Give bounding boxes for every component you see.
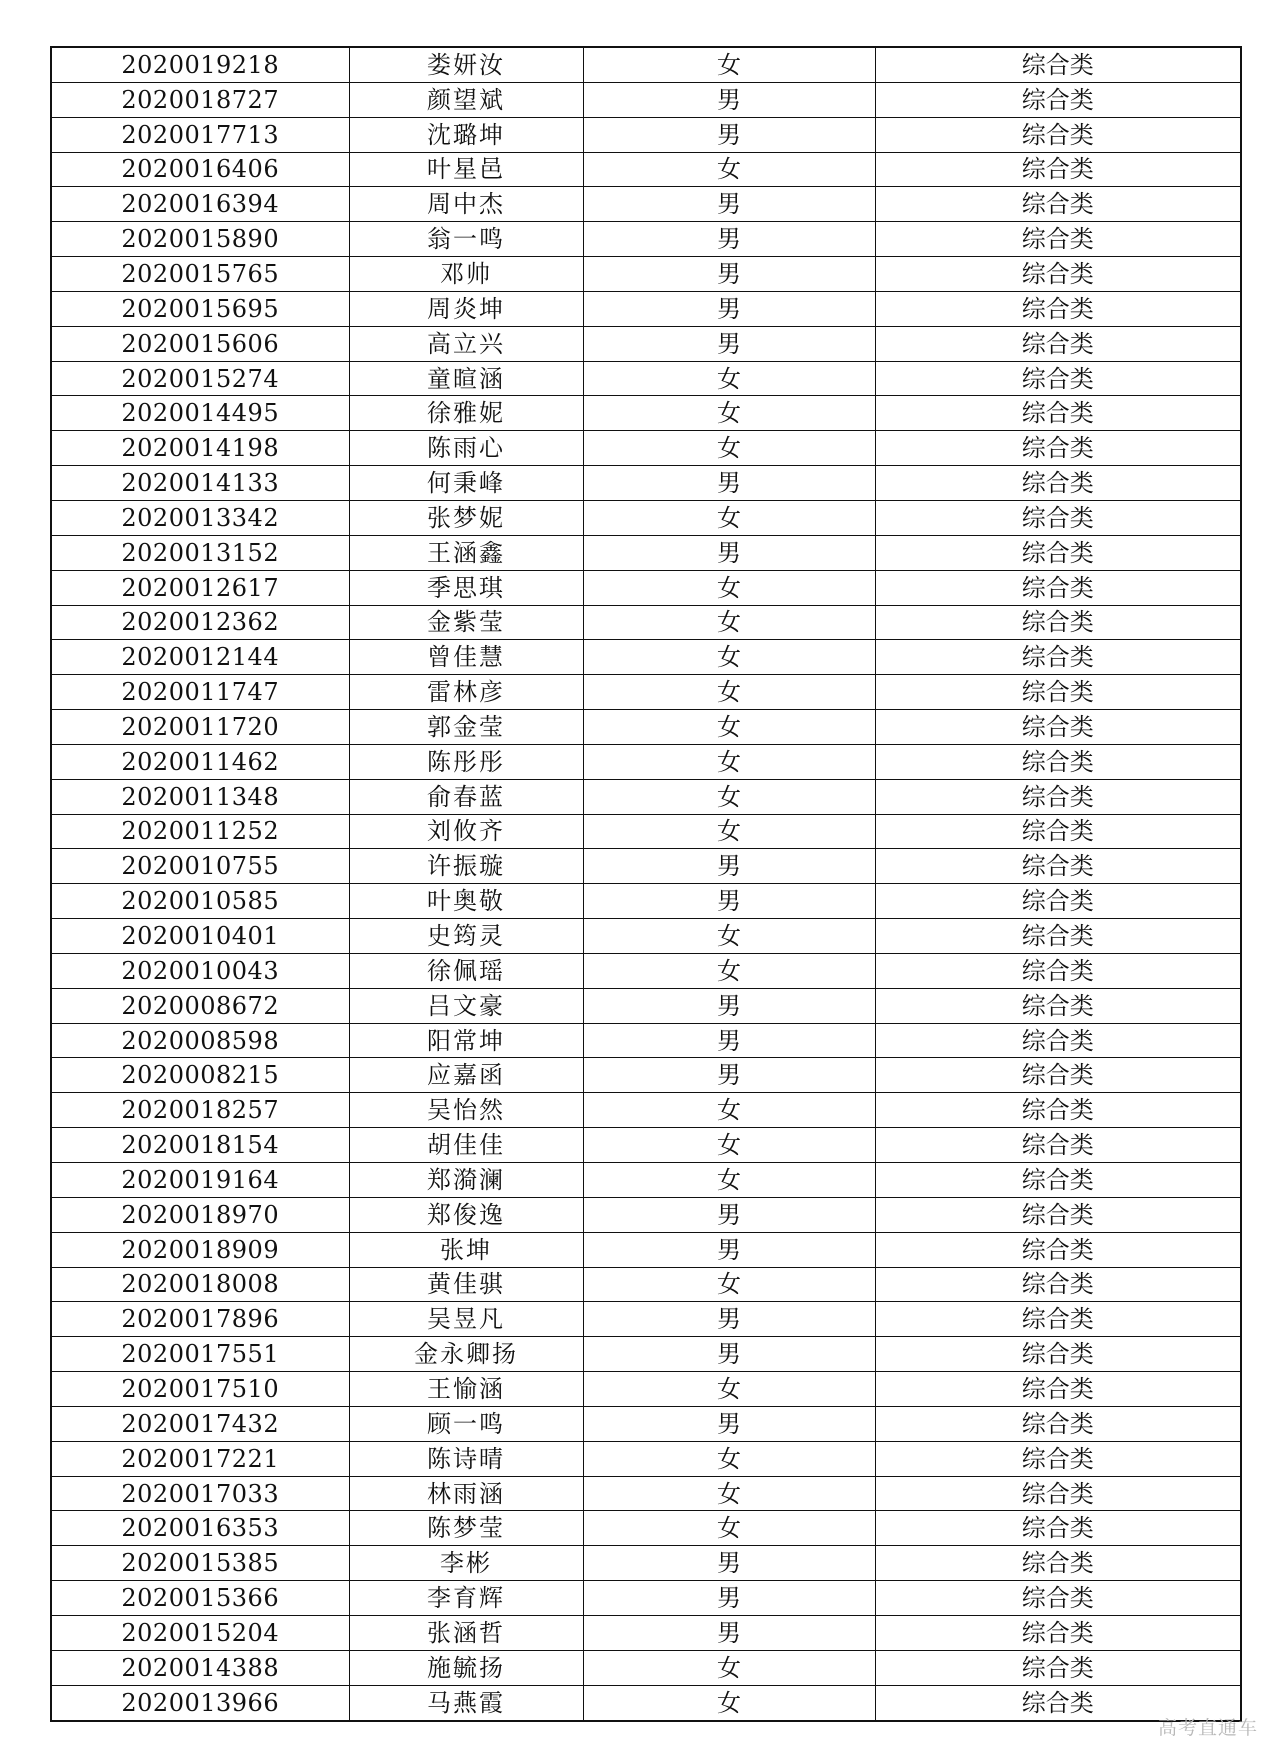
gender-cell: 女 (583, 361, 875, 396)
category-cell: 综合类 (875, 779, 1241, 814)
gender-cell: 女 (583, 500, 875, 535)
table-row (51, 47, 1241, 82)
table-row (51, 1372, 1241, 1407)
category-cell: 综合类 (875, 431, 1241, 466)
student-id-cell: 2020013966 (51, 1685, 349, 1720)
student-id-cell: 2020011720 (51, 710, 349, 745)
student-name-cell: 曾佳慧 (349, 640, 583, 675)
gender-cell: 男 (583, 117, 875, 152)
gender-cell: 女 (583, 47, 875, 82)
category-cell: 综合类 (875, 1372, 1241, 1407)
student-id-cell: 2020015385 (51, 1546, 349, 1581)
table-row (51, 152, 1241, 187)
student-id-cell: 2020011747 (51, 675, 349, 710)
gender-cell: 男 (583, 884, 875, 919)
table-row (51, 257, 1241, 292)
table-row (51, 431, 1241, 466)
student-id-cell: 2020017432 (51, 1406, 349, 1441)
gender-cell: 女 (583, 605, 875, 640)
student-name-cell: 何秉峰 (349, 466, 583, 501)
gender-cell: 男 (583, 1546, 875, 1581)
student-name-cell: 叶星邑 (349, 152, 583, 187)
student-id-cell: 2020014495 (51, 396, 349, 431)
table-row (51, 1441, 1241, 1476)
gender-cell: 女 (583, 953, 875, 988)
table-row (51, 988, 1241, 1023)
student-id-cell: 2020018727 (51, 82, 349, 117)
student-name-cell: 周中杰 (349, 187, 583, 222)
category-cell: 综合类 (875, 849, 1241, 884)
student-name-cell: 邓帅 (349, 257, 583, 292)
gender-cell: 女 (583, 570, 875, 605)
table-row (51, 605, 1241, 640)
category-cell: 综合类 (875, 1406, 1241, 1441)
gender-cell: 女 (583, 1163, 875, 1198)
student-name-cell: 吕文豪 (349, 988, 583, 1023)
student-id-cell: 2020013152 (51, 535, 349, 570)
category-cell: 综合类 (875, 1581, 1241, 1616)
table-row (51, 849, 1241, 884)
category-cell: 综合类 (875, 291, 1241, 326)
table-row (51, 117, 1241, 152)
gender-cell: 男 (583, 988, 875, 1023)
student-id-cell: 2020014133 (51, 466, 349, 501)
gender-cell: 女 (583, 675, 875, 710)
table-row (51, 1023, 1241, 1058)
student-id-cell: 2020015765 (51, 257, 349, 292)
student-id-cell: 2020017221 (51, 1441, 349, 1476)
student-id-cell: 2020011348 (51, 779, 349, 814)
student-id-cell: 2020008598 (51, 1023, 349, 1058)
student-name-cell: 施毓扬 (349, 1650, 583, 1685)
student-name-cell: 阳常坤 (349, 1023, 583, 1058)
gender-cell: 男 (583, 1615, 875, 1650)
table-row (51, 919, 1241, 954)
category-cell: 综合类 (875, 1650, 1241, 1685)
student-name-cell: 史筠灵 (349, 919, 583, 954)
student-id-cell: 2020015204 (51, 1615, 349, 1650)
table-row (51, 361, 1241, 396)
category-cell: 综合类 (875, 1476, 1241, 1511)
table-row (51, 1581, 1241, 1616)
gender-cell: 男 (583, 1023, 875, 1058)
table-row (51, 1163, 1241, 1198)
student-name-cell: 金永卿扬 (349, 1337, 583, 1372)
category-cell: 综合类 (875, 326, 1241, 361)
table-row (51, 1615, 1241, 1650)
student-id-cell: 2020015366 (51, 1581, 349, 1616)
gender-cell: 男 (583, 1197, 875, 1232)
table-row (51, 1406, 1241, 1441)
student-name-cell: 马燕霞 (349, 1685, 583, 1720)
table-row (51, 1302, 1241, 1337)
table-body (51, 47, 1241, 1721)
student-id-cell: 2020016406 (51, 152, 349, 187)
table-row (51, 1093, 1241, 1128)
student-id-cell: 2020017551 (51, 1337, 349, 1372)
table-row (51, 675, 1241, 710)
gender-cell: 男 (583, 1581, 875, 1616)
student-id-cell: 2020014388 (51, 1650, 349, 1685)
student-name-cell: 陈诗晴 (349, 1441, 583, 1476)
student-name-cell: 颜望斌 (349, 82, 583, 117)
category-cell: 综合类 (875, 222, 1241, 257)
gender-cell: 女 (583, 1372, 875, 1407)
gender-cell: 女 (583, 779, 875, 814)
table-row (51, 1685, 1241, 1720)
category-cell: 综合类 (875, 744, 1241, 779)
table-row (51, 396, 1241, 431)
student-id-cell: 2020016353 (51, 1511, 349, 1546)
student-id-cell: 2020017896 (51, 1302, 349, 1337)
student-id-cell: 2020016394 (51, 187, 349, 222)
student-name-cell: 吴怡然 (349, 1093, 583, 1128)
student-name-cell: 俞春蓝 (349, 779, 583, 814)
table-row (51, 1197, 1241, 1232)
student-id-cell: 2020015890 (51, 222, 349, 257)
category-cell: 综合类 (875, 605, 1241, 640)
gender-cell: 女 (583, 396, 875, 431)
gender-cell: 男 (583, 1406, 875, 1441)
category-cell: 综合类 (875, 953, 1241, 988)
gender-cell: 男 (583, 187, 875, 222)
gender-cell: 女 (583, 1476, 875, 1511)
student-name-cell: 郭金莹 (349, 710, 583, 745)
table-row (51, 1232, 1241, 1267)
category-cell: 综合类 (875, 1093, 1241, 1128)
table-row (51, 953, 1241, 988)
student-id-cell: 2020011252 (51, 814, 349, 849)
category-cell: 综合类 (875, 117, 1241, 152)
table-row (51, 82, 1241, 117)
student-name-cell: 周炎坤 (349, 291, 583, 326)
category-cell: 综合类 (875, 675, 1241, 710)
gender-cell: 男 (583, 222, 875, 257)
student-name-cell: 陈彤彤 (349, 744, 583, 779)
table-row (51, 710, 1241, 745)
table-row (51, 1267, 1241, 1302)
student-name-cell: 张涵哲 (349, 1615, 583, 1650)
student-id-cell: 2020018008 (51, 1267, 349, 1302)
category-cell: 综合类 (875, 82, 1241, 117)
table-row (51, 779, 1241, 814)
category-cell: 综合类 (875, 640, 1241, 675)
student-name-cell: 张坤 (349, 1232, 583, 1267)
student-id-cell: 2020017033 (51, 1476, 349, 1511)
student-id-cell: 2020008215 (51, 1058, 349, 1093)
gender-cell: 男 (583, 257, 875, 292)
student-id-cell: 2020010585 (51, 884, 349, 919)
category-cell: 综合类 (875, 1441, 1241, 1476)
student-id-cell: 2020014198 (51, 431, 349, 466)
student-id-cell: 2020018970 (51, 1197, 349, 1232)
table-row (51, 570, 1241, 605)
gender-cell: 女 (583, 1128, 875, 1163)
student-name-cell: 徐佩瑶 (349, 953, 583, 988)
table-row (51, 640, 1241, 675)
student-name-cell: 刘攸齐 (349, 814, 583, 849)
gender-cell: 男 (583, 1232, 875, 1267)
student-name-cell: 翁一鸣 (349, 222, 583, 257)
student-id-cell: 2020019164 (51, 1163, 349, 1198)
gender-cell: 女 (583, 919, 875, 954)
gender-cell: 男 (583, 1058, 875, 1093)
student-name-cell: 应嘉函 (349, 1058, 583, 1093)
gender-cell: 男 (583, 82, 875, 117)
category-cell: 综合类 (875, 1197, 1241, 1232)
student-name-cell: 雷林彦 (349, 675, 583, 710)
student-id-cell: 2020012362 (51, 605, 349, 640)
category-cell: 综合类 (875, 361, 1241, 396)
table-row (51, 1476, 1241, 1511)
category-cell: 综合类 (875, 500, 1241, 535)
student-id-cell: 2020008672 (51, 988, 349, 1023)
table-row (51, 1337, 1241, 1372)
table-row (51, 1546, 1241, 1581)
student-name-cell: 李育辉 (349, 1581, 583, 1616)
table-row (51, 1650, 1241, 1685)
table-row (51, 187, 1241, 222)
student-name-cell: 李彬 (349, 1546, 583, 1581)
student-id-cell: 2020011462 (51, 744, 349, 779)
student-id-cell: 2020013342 (51, 500, 349, 535)
student-name-cell: 高立兴 (349, 326, 583, 361)
category-cell: 综合类 (875, 1023, 1241, 1058)
table-row (51, 884, 1241, 919)
gender-cell: 男 (583, 535, 875, 570)
student-name-cell: 王涵鑫 (349, 535, 583, 570)
student-id-cell: 2020017713 (51, 117, 349, 152)
student-name-cell: 胡佳佳 (349, 1128, 583, 1163)
student-id-cell: 2020012144 (51, 640, 349, 675)
gender-cell: 女 (583, 744, 875, 779)
category-cell: 综合类 (875, 1232, 1241, 1267)
student-name-cell: 林雨涵 (349, 1476, 583, 1511)
student-name-cell: 郑俊逸 (349, 1197, 583, 1232)
student-name-cell: 黄佳骐 (349, 1267, 583, 1302)
category-cell: 综合类 (875, 47, 1241, 82)
student-name-cell: 沈璐坤 (349, 117, 583, 152)
category-cell: 综合类 (875, 1337, 1241, 1372)
gender-cell: 女 (583, 1650, 875, 1685)
category-cell: 综合类 (875, 814, 1241, 849)
student-id-cell: 2020018257 (51, 1093, 349, 1128)
category-cell: 综合类 (875, 1685, 1241, 1720)
gender-cell: 女 (583, 1441, 875, 1476)
student-name-cell: 郑漪澜 (349, 1163, 583, 1198)
student-name-cell: 徐雅妮 (349, 396, 583, 431)
student-id-cell: 2020010043 (51, 953, 349, 988)
student-name-cell: 顾一鸣 (349, 1406, 583, 1441)
gender-cell: 女 (583, 814, 875, 849)
student-name-cell: 王愉涵 (349, 1372, 583, 1407)
category-cell: 综合类 (875, 1058, 1241, 1093)
student-name-cell: 金紫莹 (349, 605, 583, 640)
student-name-cell: 许振璇 (349, 849, 583, 884)
category-cell: 综合类 (875, 988, 1241, 1023)
table-row (51, 1128, 1241, 1163)
student-name-cell: 陈梦莹 (349, 1511, 583, 1546)
student-id-cell: 2020018909 (51, 1232, 349, 1267)
student-name-cell: 季思琪 (349, 570, 583, 605)
student-name-cell: 娄妍汝 (349, 47, 583, 82)
gender-cell: 女 (583, 710, 875, 745)
category-cell: 综合类 (875, 1302, 1241, 1337)
category-cell: 综合类 (875, 919, 1241, 954)
student-id-cell: 2020010755 (51, 849, 349, 884)
student-id-cell: 2020015606 (51, 326, 349, 361)
watermark-text: 高考直通车 (1157, 1717, 1258, 1739)
student-id-cell: 2020010401 (51, 919, 349, 954)
table-row (51, 291, 1241, 326)
category-cell: 综合类 (875, 466, 1241, 501)
category-cell: 综合类 (875, 710, 1241, 745)
category-cell: 综合类 (875, 1267, 1241, 1302)
table-row (51, 326, 1241, 361)
table-row (51, 814, 1241, 849)
gender-cell: 女 (583, 640, 875, 675)
table-row (51, 222, 1241, 257)
category-cell: 综合类 (875, 257, 1241, 292)
student-id-cell: 2020018154 (51, 1128, 349, 1163)
gender-cell: 男 (583, 326, 875, 361)
category-cell: 综合类 (875, 535, 1241, 570)
category-cell: 综合类 (875, 1128, 1241, 1163)
gender-cell: 男 (583, 466, 875, 501)
gender-cell: 男 (583, 1337, 875, 1372)
student-id-cell: 2020015695 (51, 291, 349, 326)
student-name-cell: 童暄涵 (349, 361, 583, 396)
gender-cell: 男 (583, 1302, 875, 1337)
student-id-cell: 2020017510 (51, 1372, 349, 1407)
table-row (51, 535, 1241, 570)
student-id-cell: 2020012617 (51, 570, 349, 605)
gender-cell: 女 (583, 431, 875, 466)
category-cell: 综合类 (875, 1615, 1241, 1650)
table-row (51, 1058, 1241, 1093)
category-cell: 综合类 (875, 152, 1241, 187)
category-cell: 综合类 (875, 1163, 1241, 1198)
table-row (51, 1511, 1241, 1546)
gender-cell: 女 (583, 1267, 875, 1302)
category-cell: 综合类 (875, 884, 1241, 919)
student-name-cell: 张梦妮 (349, 500, 583, 535)
category-cell: 综合类 (875, 570, 1241, 605)
gender-cell: 女 (583, 1685, 875, 1720)
table-row (51, 466, 1241, 501)
student-id-cell: 2020019218 (51, 47, 349, 82)
category-cell: 综合类 (875, 187, 1241, 222)
student-name-cell: 陈雨心 (349, 431, 583, 466)
gender-cell: 男 (583, 291, 875, 326)
student-name-cell: 吴昱凡 (349, 1302, 583, 1337)
student-name-cell: 叶奥敬 (349, 884, 583, 919)
gender-cell: 女 (583, 1511, 875, 1546)
category-cell: 综合类 (875, 1511, 1241, 1546)
gender-cell: 女 (583, 1093, 875, 1128)
student-list-table (50, 46, 1242, 1722)
category-cell: 综合类 (875, 1546, 1241, 1581)
table-row (51, 744, 1241, 779)
gender-cell: 女 (583, 152, 875, 187)
table-row (51, 500, 1241, 535)
category-cell: 综合类 (875, 396, 1241, 431)
student-id-cell: 2020015274 (51, 361, 349, 396)
gender-cell: 男 (583, 849, 875, 884)
